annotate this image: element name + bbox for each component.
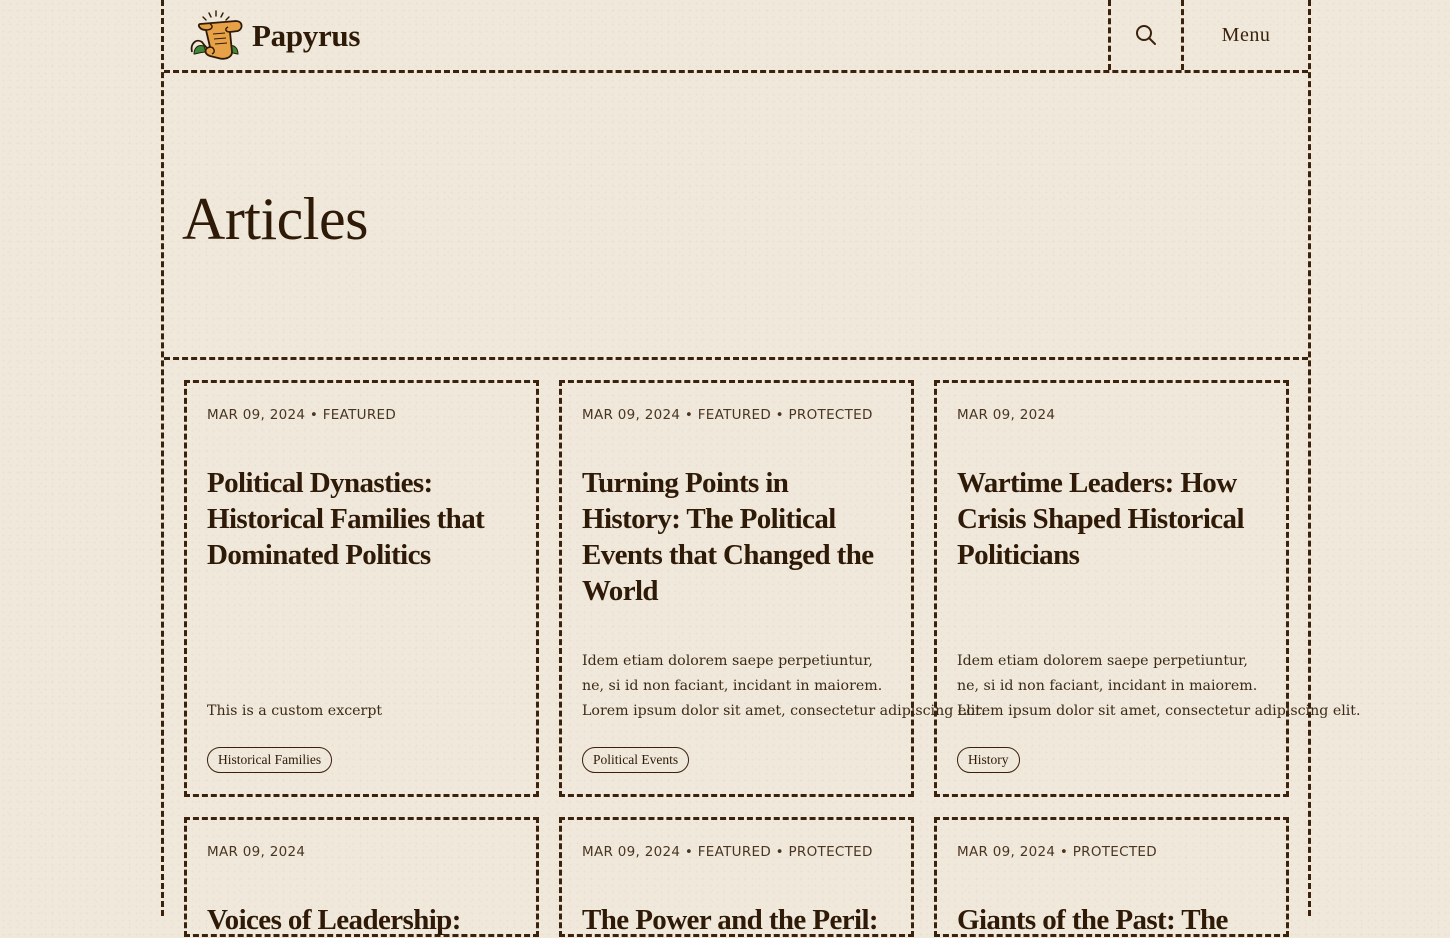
article-meta: MAR 09, 2024 • FEATURED	[207, 407, 397, 423]
article-meta: MAR 09, 2024 • FEATURED • PROTECTED	[582, 844, 873, 860]
article-meta: MAR 09, 2024	[957, 407, 1056, 423]
excerpt-line: ne, si id non faciant, incidant in maiorem.	[957, 678, 1258, 694]
article-meta: MAR 09, 2024	[207, 844, 306, 860]
excerpt-line: This is a custom excerpt	[207, 703, 383, 719]
article-title[interactable]: Wartime Leaders: How Crisis Shaped Historical Politicians	[957, 467, 1244, 571]
search-button[interactable]	[1108, 0, 1184, 70]
article-title[interactable]: The Power and the Peril:	[582, 904, 878, 936]
tag-chip[interactable]: History	[957, 747, 1020, 773]
logo-text: Papyrus	[252, 18, 361, 53]
article-title[interactable]: Political Dynasties: Historical Families that Dominated Politics	[207, 467, 485, 571]
excerpt-line: Lorem ipsum dolor sit amet, consectetur adipiscing elit.	[957, 703, 1361, 719]
article-card[interactable]	[184, 380, 539, 797]
page-title: Articles	[182, 186, 368, 252]
tag-chip[interactable]: Historical Families	[207, 747, 332, 773]
site-logo[interactable]	[186, 8, 360, 64]
article-meta: MAR 09, 2024 • PROTECTED	[957, 844, 1157, 860]
article-title[interactable]: Voices of Leadership:	[207, 904, 461, 936]
article-title[interactable]: Giants of the Past: The	[957, 904, 1228, 936]
menu-button[interactable]: Menu	[1221, 23, 1271, 46]
article-card[interactable]	[559, 380, 986, 797]
excerpt-line: Idem etiam dolorem saepe perpetiuntur,	[957, 653, 1248, 669]
excerpt-line: Idem etiam dolorem saepe perpetiuntur,	[582, 653, 873, 669]
article-card[interactable]	[184, 817, 539, 937]
article-excerpt	[207, 699, 517, 724]
excerpt-line: Lorem ipsum dolor sit amet, consectetur adipiscing elit.	[582, 703, 986, 719]
tag-chip[interactable]: Political Events	[582, 747, 689, 773]
article-title[interactable]: Turning Points in History: The Political Events that Changed the World	[582, 467, 874, 607]
article-excerpt	[957, 649, 1361, 724]
page-frame	[161, 0, 1361, 936]
search-icon	[1135, 24, 1157, 46]
hero-section	[164, 73, 1308, 360]
site-header	[164, 0, 1308, 73]
excerpt-line: ne, si id non faciant, incidant in maiorem.	[582, 678, 883, 694]
scroll-logo-icon	[186, 8, 250, 64]
article-meta: MAR 09, 2024 • FEATURED • PROTECTED	[582, 407, 873, 423]
article-card[interactable]	[934, 380, 1361, 797]
article-excerpt	[582, 649, 986, 724]
article-card[interactable]	[559, 817, 914, 937]
article-card[interactable]	[934, 817, 1289, 937]
